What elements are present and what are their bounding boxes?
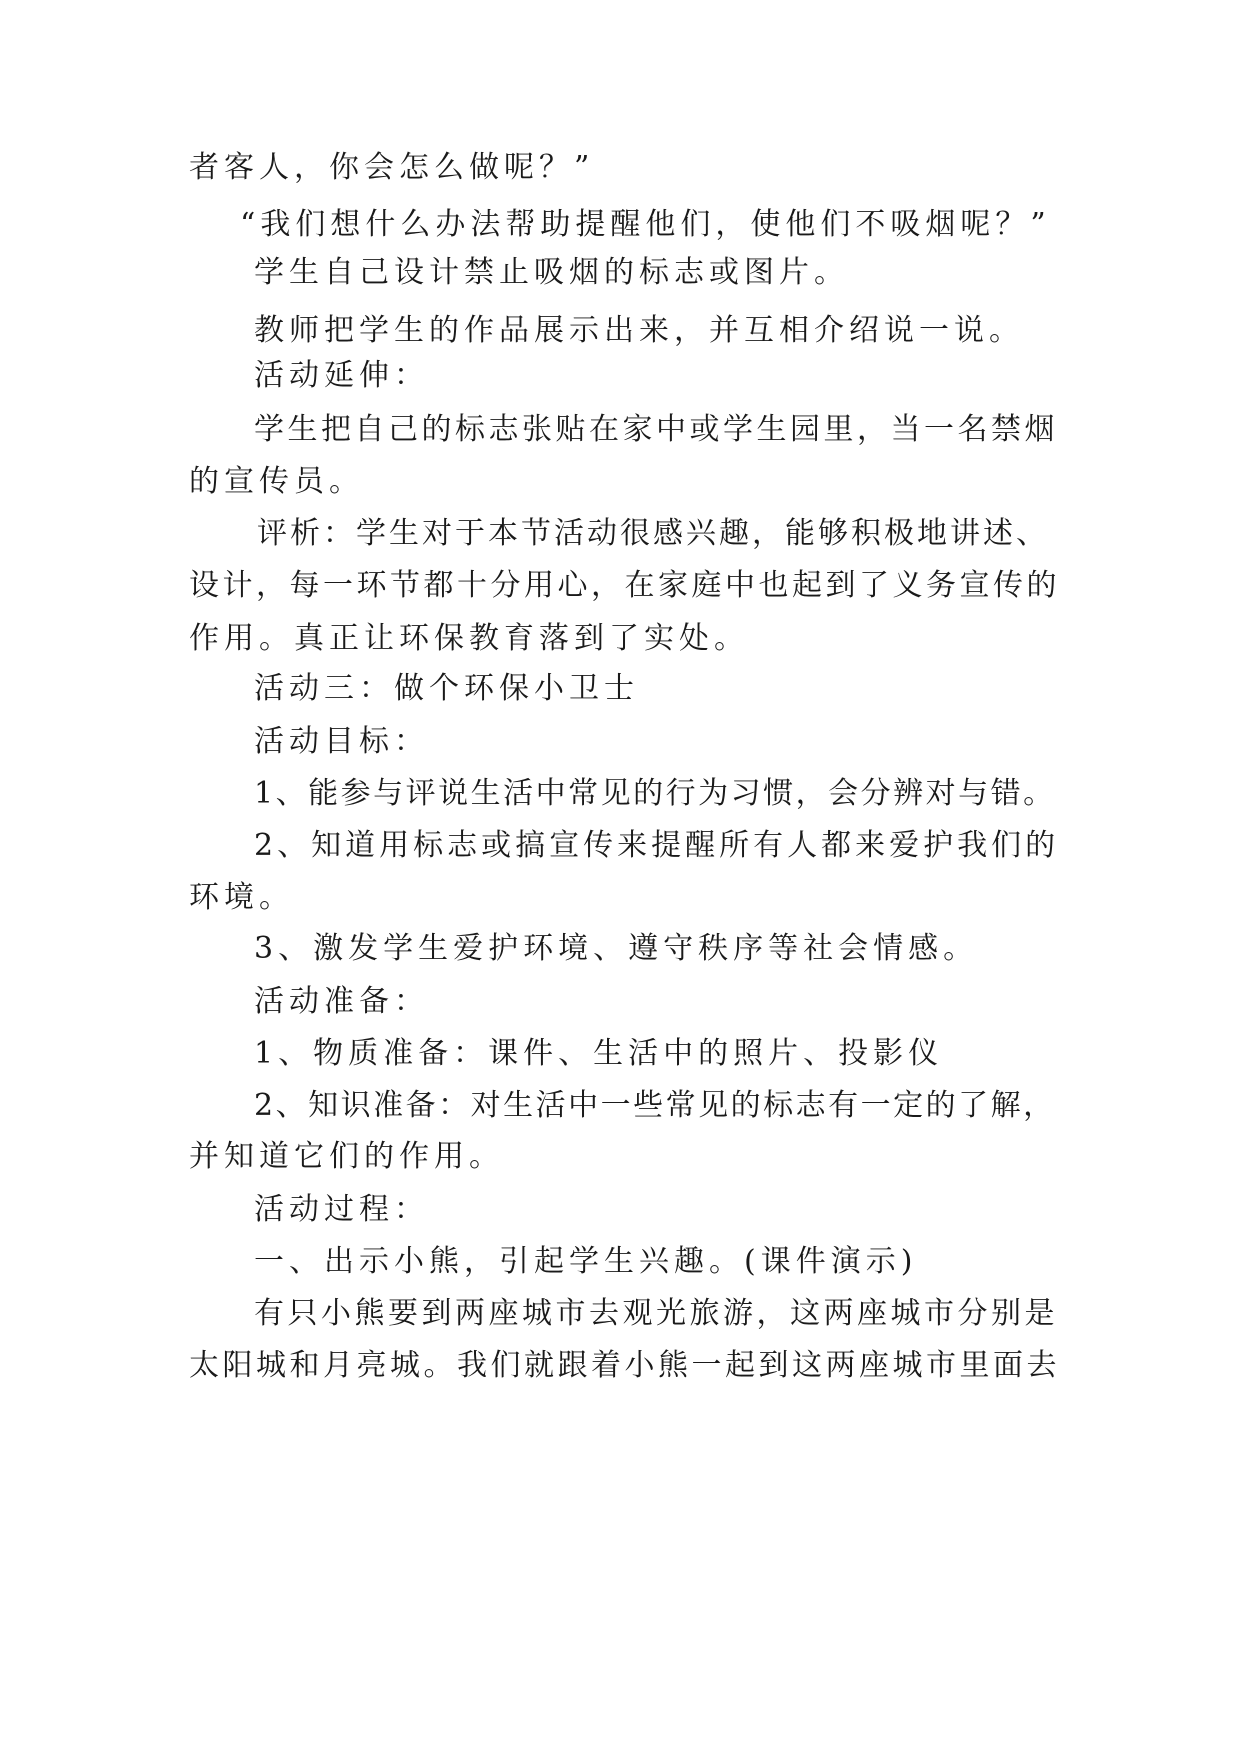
text-line: 环境。	[189, 880, 294, 915]
text-line: 学生把自己的标志张贴在家中或学生园里，当一名禁烟	[254, 412, 1058, 447]
section-heading: 活动三：做个环保小卫士	[254, 671, 639, 706]
text-line: 设计，每一环节都十分用心，在家庭中也起到了义务宣传的	[189, 568, 1060, 603]
list-item: 1、物质准备：课件、生活中的照片、投影仪	[254, 1036, 944, 1071]
list-item: 3、激发学生爱护环境、遵守秩序等社会情感。	[254, 931, 979, 966]
text-line: 有只小熊要到两座城市去观光旅游，这两座城市分别是	[254, 1296, 1058, 1331]
text-line: 一、出示小熊，引起学生兴趣。(课件演示)	[254, 1244, 918, 1279]
section-heading: 活动过程：	[254, 1192, 429, 1227]
list-item: 2、知识准备：对生活中一些常见的标志有一定的了解，	[254, 1088, 1056, 1123]
section-heading: 活动目标：	[254, 724, 429, 759]
text-line: 的宣传员。	[189, 464, 364, 499]
text-line: “我们想什么办法帮助提醒他们，使他们不吸烟呢？”	[240, 207, 1051, 242]
text-line: 太阳城和月亮城。我们就跟着小熊一起到这两座城市里面去	[189, 1348, 1060, 1383]
text-line: 作用。真正让环保教育落到了实处。	[189, 621, 749, 656]
list-item: 1、能参与评说生活中常见的行为习惯，会分辨对与错。	[254, 776, 1056, 811]
section-heading: 活动准备：	[254, 984, 429, 1019]
section-heading: 活动延伸：	[254, 358, 429, 393]
text-line: 者客人，你会怎么做呢？”	[189, 150, 595, 185]
text-line: 评析：学生对于本节活动很感兴趣，能够积极地讲述、	[257, 516, 1049, 551]
text-line: 并知道它们的作用。	[189, 1139, 504, 1174]
text-line: 教师把学生的作品展示出来，并互相介绍说一说。	[254, 313, 1024, 348]
text-line: 学生自己设计禁止吸烟的标志或图片。	[254, 255, 849, 290]
list-item: 2、知道用标志或搞宣传来提醒所有人都来爱护我们的	[254, 828, 1060, 863]
